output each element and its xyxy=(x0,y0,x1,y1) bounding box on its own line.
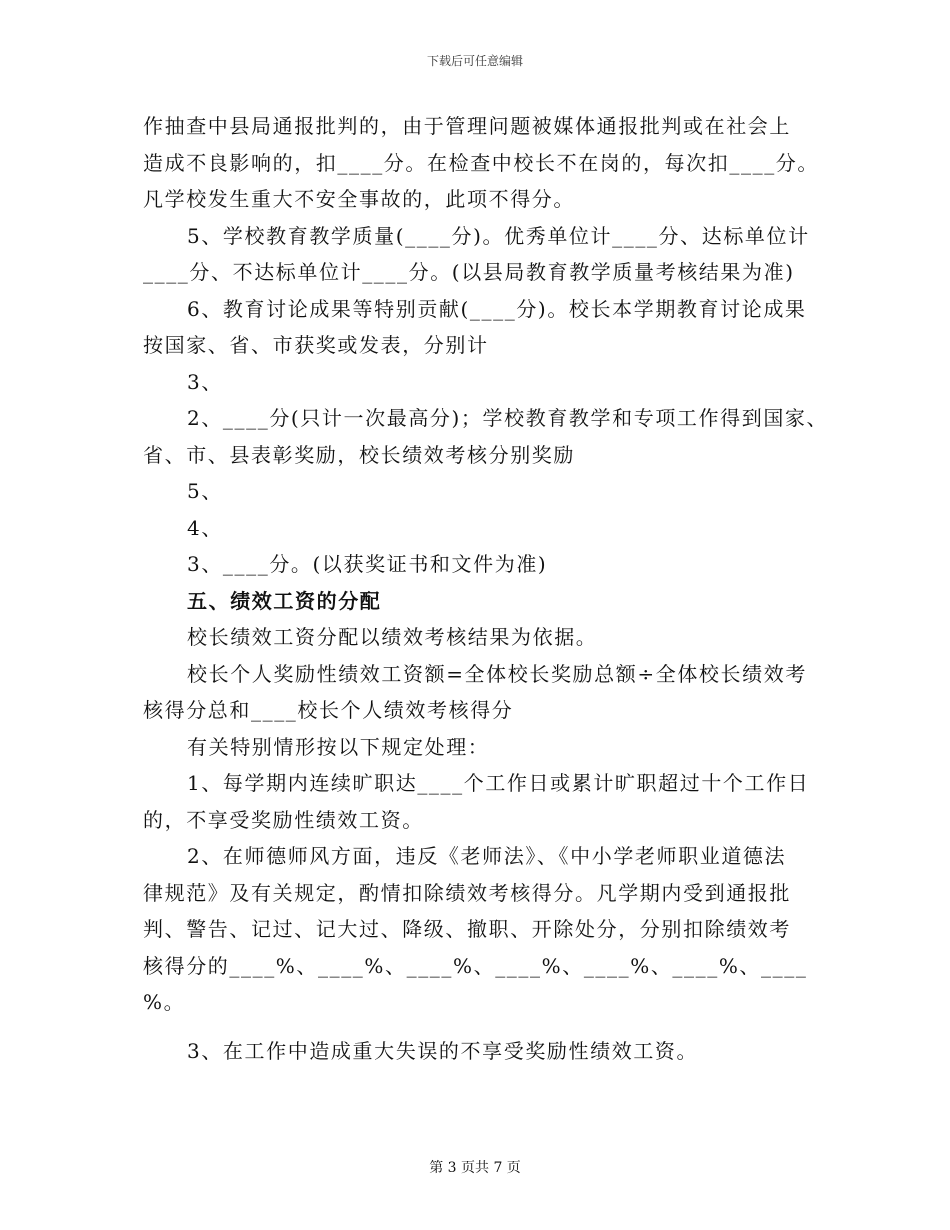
list-item: 5、 xyxy=(187,479,223,503)
paragraph-line: ____分、不达标单位计____分。(以县局教育教学质量考核结果为准) xyxy=(143,260,795,284)
list-item: 3、____分。(以获奖证书和文件为准) xyxy=(187,552,548,576)
paragraph-gap xyxy=(143,1021,823,1033)
paragraph-line: 凡学校发生重大不安全事故的，此项不得分。 xyxy=(143,187,575,211)
paragraph-line: 造成不良影响的，扣____分。在检查中校长不在岗的，每次扣____分。 xyxy=(143,150,819,175)
page-footer: 第 3 页共 7 页 xyxy=(429,1160,521,1176)
rule-item-1: 1、每学期内连续旷职达____个工作日或累计旷职超过十个工作日 xyxy=(187,771,810,795)
paragraph-line: 律规范》及有关规定，酌情扣除绩效考核得分。凡学期内受到通报批 xyxy=(143,880,791,905)
page-header: 下载后可任意编辑 xyxy=(426,54,523,68)
paragraph-line: 作抽查中县局通报批判的，由于管理问题被媒体通报批判或在社会上 xyxy=(143,114,791,138)
paragraph-line: 省、市、县表彰奖励，校长绩效考核分别奖励 xyxy=(143,442,575,467)
formula-line: 校长个人奖励性绩效工资额=全体校长奖励总额÷全体校长绩效考 xyxy=(187,661,807,686)
rule-item-3: 3、在工作中造成重大失误的不享受奖励性绩效工资。 xyxy=(187,1038,699,1063)
item-6-research: 6、教育讨论成果等特别贡献(____分)。校长本学期教育讨论成果 xyxy=(187,296,807,321)
list-item: 2、____分(只计一次最高分)；学校教育教学和专项工作得到国家、 xyxy=(187,406,829,430)
paragraph-line: 核得分的____%、____%、____%、____%、____%、____%、____ xyxy=(143,953,808,978)
rule-item-2: 2、在师德师风方面，违反《老师法》、《中小学老师职业道德法 xyxy=(187,844,787,868)
section-heading: 五、绩效工资的分配 xyxy=(187,588,382,613)
paragraph-line: 校长绩效工资分配以绩效考核结果为依据。 xyxy=(187,625,598,649)
item-5-quality: 5、学校教育教学质量(____分)。优秀单位计____分、达标单位计 xyxy=(187,223,810,248)
paragraph-line: 有关特别情形按以下规定处理： xyxy=(187,734,490,759)
list-item: 4、 xyxy=(187,515,223,540)
document-body xyxy=(143,108,829,1069)
paragraph-line: 核得分总和____校长个人绩效考核得分 xyxy=(143,698,514,722)
list-item: 3、 xyxy=(187,369,223,394)
paragraph-line: 判、警告、记过、记大过、降级、撤职、开除处分，分别扣除绩效考 xyxy=(143,917,791,941)
paragraph-line: 按国家、省、市获奖或发表，分别计 xyxy=(143,333,489,357)
paragraph-line: %。 xyxy=(143,990,186,1014)
paragraph-line: 的，不享受奖励性绩效工资。 xyxy=(143,807,424,832)
